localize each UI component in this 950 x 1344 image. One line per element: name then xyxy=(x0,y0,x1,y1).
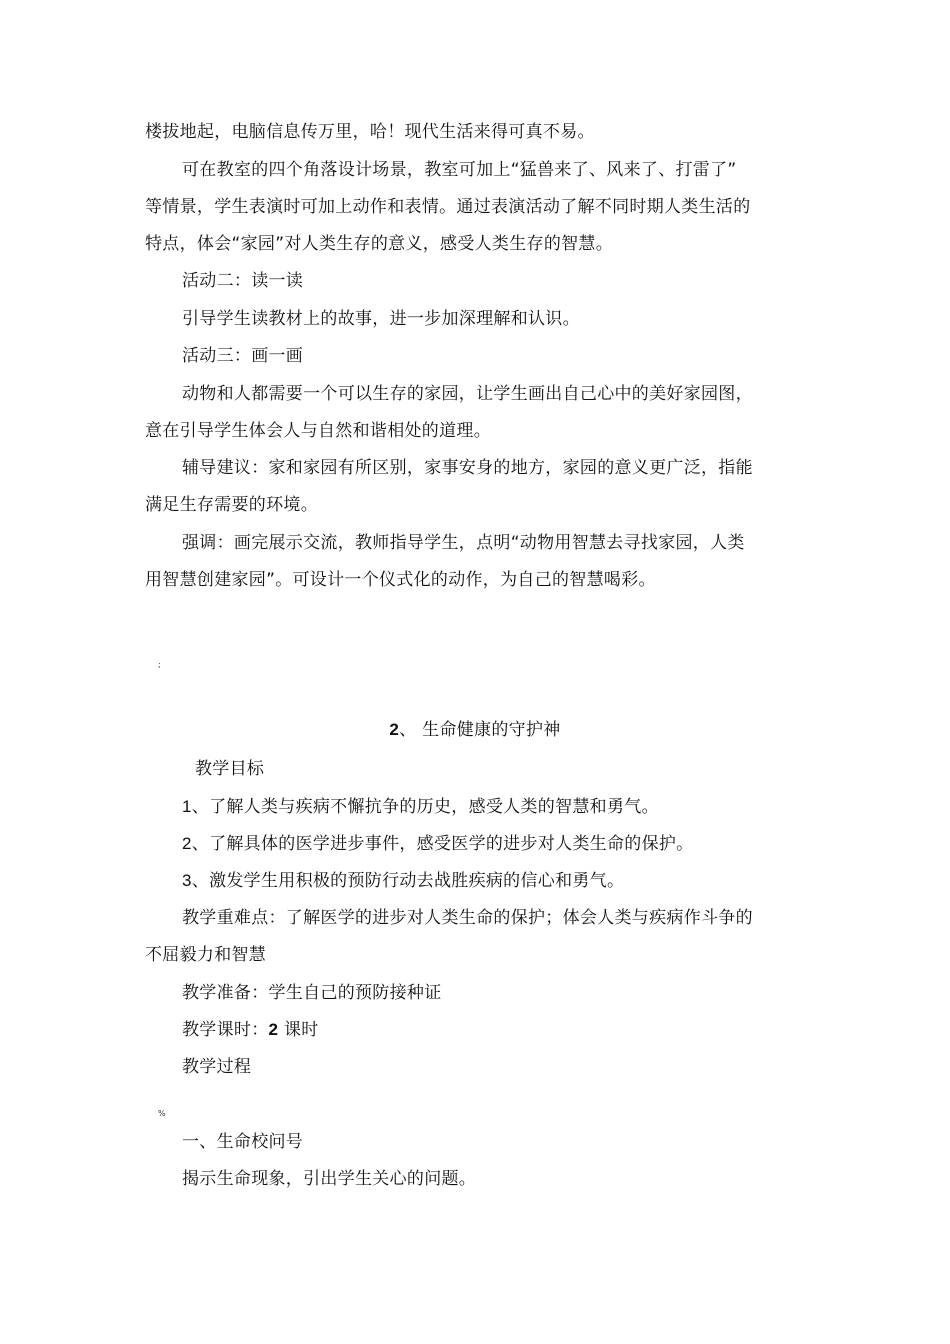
paragraph-line: 揭示生命现象，引出学生关心的问题。 xyxy=(182,1169,477,1189)
hours-label: 教学课时： xyxy=(182,1020,269,1040)
goal-text: 、激发学生用积极的预防行动去战胜疾病的信心和勇气。 xyxy=(191,871,625,891)
paragraph-line: 引导学生读教材上的故事，进一步加深理解和认识。 xyxy=(182,309,580,329)
goals-heading: 教学目标 xyxy=(195,759,265,779)
paragraph-line: 意在引导学生体会人与自然和谐相处的道理。 xyxy=(145,421,491,441)
section-title xyxy=(0,719,950,741)
paragraph-line: 动物和人都需要一个可以生存的家园，让学生画出自己心中的美好家园图， xyxy=(182,384,753,404)
hours-value: 2 xyxy=(268,1020,279,1039)
stray-mark: % xyxy=(158,1109,166,1118)
goal-item xyxy=(182,833,812,855)
hours-line xyxy=(182,1019,812,1041)
section-number: 2 xyxy=(389,720,400,739)
activity-heading: 活动三：画一画 xyxy=(182,346,304,366)
activity-heading: 活动二：读一读 xyxy=(182,271,304,291)
prep-line: 教学准备：学生自己的预防接种证 xyxy=(182,983,442,1003)
keypoints-line: 不屈毅力和智慧 xyxy=(145,945,267,965)
paragraph-line: 可在教室的四个角落设计场景，教室可加上“猛兽来了、风来了、打雷了” xyxy=(182,160,737,180)
paragraph-line: 强调：画完展示交流，教师指导学生，点明“动物用智慧去寻找家园，人类 xyxy=(182,533,745,553)
paragraph-line: 等情景，学生表演时可加上动作和表情。通过表演活动了解不同时期人类生活的 xyxy=(145,197,751,217)
hours-unit: 课时 xyxy=(278,1020,319,1040)
goal-item xyxy=(182,796,812,818)
part-heading: 一、生命校问号 xyxy=(182,1132,304,1152)
paragraph-line: 特点，体会“家园”对人类生存的意义，感受人类生存的智慧。 xyxy=(145,234,614,254)
paragraph-line: 辅导建议：家和家园有所区别，家事安身的地方，家园的意义更广泛，指能 xyxy=(182,458,753,478)
goal-number: 2 xyxy=(182,834,192,853)
goal-item xyxy=(182,870,812,892)
process-heading: 教学过程 xyxy=(182,1057,252,1077)
goal-text: 、了解人类与疾病不懈抗争的历史，感受人类的智慧和勇气。 xyxy=(191,797,659,817)
paragraph-line: 满足生存需要的环境。 xyxy=(145,495,318,515)
goal-number: 3 xyxy=(182,871,192,890)
goal-number: 1 xyxy=(182,797,192,816)
section-title-text: 、 生命健康的守护神 xyxy=(399,720,561,740)
keypoints-line: 教学重难点：了解医学的进步对人类生命的保护；体会人类与疾病作斗争的 xyxy=(182,908,753,928)
paragraph-line: 楼拔地起，电脑信息传万里，哈！现代生活来得可真不易。 xyxy=(145,122,595,142)
stray-mark: ; xyxy=(158,660,161,669)
goal-text: 、了解具体的医学进步事件，感受医学的进步对人类生命的保护。 xyxy=(191,834,694,854)
paragraph-line: 用智慧创建家园”。可设计一个仪式化的动作，为自己的智慧喝彩。 xyxy=(145,570,656,590)
